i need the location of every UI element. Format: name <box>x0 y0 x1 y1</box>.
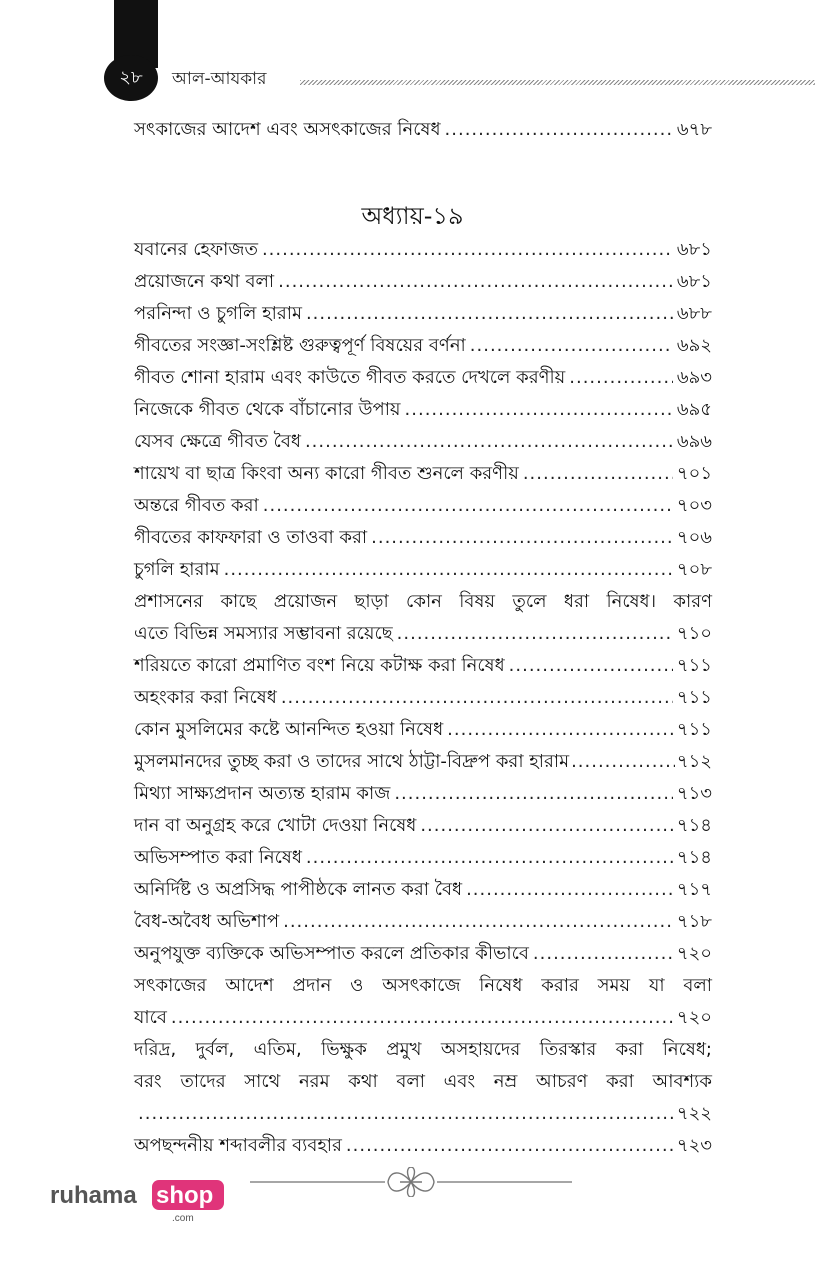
toc-title: গীবতের সংজ্ঞা-সংশ্লিষ্ট গুরুত্বপূর্ণ বিষয়ের বর্ণনা <box>134 335 466 356</box>
toc-entry-line: প্রশাসনের কাছে প্রয়োজন ছাড়া কোন বিষয় তুলে ধরা নিষেধ। কারণ <box>134 591 712 612</box>
toc-page: ৬৯২ <box>676 335 712 356</box>
toc-title: যবানের হেফাজত <box>134 239 258 260</box>
toc-entry <box>134 618 712 650</box>
toc-entry <box>134 394 712 426</box>
toc-page: ৭২০ <box>676 943 712 964</box>
logo-word-shop: shop <box>156 1182 214 1209</box>
toc-title: গীবত শোনা হারাম এবং কাউতে গীবত করতে দেখলে করণীয় <box>134 367 566 388</box>
toc-entry <box>134 234 712 266</box>
toc-page: ৭০৩ <box>676 495 712 516</box>
toc-title: অহংকার করা নিষেধ <box>134 687 277 708</box>
toc-entry <box>134 1130 712 1162</box>
toc-page: ৭১২ <box>676 751 712 772</box>
toc-entry <box>134 874 712 906</box>
toc-title: সৎকাজের আদেশ এবং অসৎকাজের নিষেধ <box>134 119 441 140</box>
toc-entry <box>134 1098 712 1130</box>
toc-title: বৈধ-অবৈধ অভিশাপ <box>134 911 280 932</box>
logo-domain: .com <box>172 1213 194 1224</box>
toc-title: অভিসম্পাত করা নিষেধ <box>134 847 302 868</box>
toc-page: ৭১৪ <box>676 815 712 836</box>
toc-page: ৭০৬ <box>676 527 712 548</box>
logo-word: ruhama <box>50 1182 137 1209</box>
toc-page: ৭১০ <box>676 623 712 644</box>
toc-entry-line: দরিদ্র, দুর্বল, এতিম, ভিক্ষুক প্রমুখ অসহায়দের তিরস্কার করা নিষেধ; <box>134 1039 712 1060</box>
toc-page: ৬৮১ <box>676 239 712 260</box>
toc-entry <box>134 842 712 874</box>
toc-page: ৭০৮ <box>676 559 712 580</box>
toc-page: ৬৮৮ <box>676 303 712 324</box>
toc-title: মুসলমানদের তুচ্ছ করা ও তাদের সাথে ঠাট্টা-বিদ্রুপ করা হারাম <box>134 751 570 772</box>
toc-entry <box>134 114 712 146</box>
toc-entry <box>134 746 712 778</box>
toc-page: ৭২২ <box>676 1103 712 1124</box>
toc-entry <box>134 682 712 714</box>
toc-page: ৬৯৫ <box>676 399 712 420</box>
toc-entry <box>134 1002 712 1034</box>
toc-title: চুগলি হারাম <box>134 559 220 580</box>
toc-title: গীবতের কাফফারা ও তাওবা করা <box>134 527 368 548</box>
toc-title: নিজেকে গীবত থেকে বাঁচানোর উপায় <box>134 399 401 420</box>
toc-page: ৭১৪ <box>676 847 712 868</box>
toc-title: পরনিন্দা ও চুগলি হারাম <box>134 303 302 324</box>
toc-title: অন্তরে গীবত করা <box>134 495 259 516</box>
toc-entry-line: বরং তাদের সাথে নরম কথা বলা এবং নম্র আচরণ করা আবশ্যক <box>134 1071 712 1092</box>
toc-entry-line: সৎকাজের আদেশ প্রদান ও অসৎকাজে নিষেধ করার সময় যা বলা <box>134 975 712 996</box>
toc-title: অনুপযুক্ত ব্যক্তিকে অভিসম্পাত করলে প্রতিকার কীভাবে <box>134 943 529 964</box>
toc-page: ৬৭৮ <box>676 119 712 140</box>
toc-page: ৭১১ <box>676 655 712 676</box>
toc-title: দান বা অনুগ্রহ করে খোটা দেওয়া নিষেধ <box>134 815 417 836</box>
toc-page: ৭১৩ <box>676 783 712 804</box>
toc-page: ৭১৮ <box>676 911 712 932</box>
toc-entry <box>134 778 712 810</box>
toc-entry <box>134 650 712 682</box>
toc-entry <box>134 810 712 842</box>
toc-title: কোন মুসলিমের কষ্টে আনন্দিত হওয়া নিষেধ <box>134 719 444 740</box>
running-title: আল-আযকার <box>172 69 267 89</box>
toc-entry <box>134 906 712 938</box>
toc-page: ৬৯৬ <box>676 431 712 452</box>
toc-entry <box>134 426 712 458</box>
toc-title: প্রয়োজনে কথা বলা <box>134 271 275 292</box>
toc-title: শরিয়তে কারো প্রমাণিত বংশ নিয়ে কটাক্ষ করা নিষেধ <box>134 655 505 676</box>
toc-page: ৭১১ <box>676 687 712 708</box>
toc-page: ৭১১ <box>676 719 712 740</box>
toc-title: অনির্দিষ্ট ও অপ্রসিদ্ধ পাপীষ্ঠকে লানত করা বৈধ <box>134 879 463 900</box>
toc-entry <box>134 490 712 522</box>
toc-entry <box>134 362 712 394</box>
toc-title: মিথ্যা সাক্ষ্যপ্রদান অত্যন্ত হারাম কাজ <box>134 783 391 804</box>
toc-title: অপছন্দনীয় শব্দাবলীর ব্যবহার <box>134 1135 342 1156</box>
toc-entry <box>134 458 712 490</box>
page-number: ২৮ <box>104 55 158 101</box>
toc-entry <box>134 554 712 586</box>
toc-title: এতে বিভিন্ন সমস্যার সম্ভাবনা রয়েছে <box>134 623 393 644</box>
flower-ornament-icon <box>250 1167 572 1197</box>
toc-page: ৬৯৩ <box>676 367 712 388</box>
toc-page: ৭২০ <box>676 1007 712 1028</box>
toc-title: যেসব ক্ষেত্রে গীবত বৈধ <box>134 431 301 452</box>
toc-page: ৬৮১ <box>676 271 712 292</box>
toc-entry <box>134 298 712 330</box>
toc-entry <box>134 522 712 554</box>
chapter-heading: অধ্যায়-১৯ <box>361 202 464 230</box>
ruhamashop-logo <box>48 1176 228 1224</box>
toc-entry <box>134 266 712 298</box>
toc-title: যাবে <box>134 1007 167 1028</box>
toc-entry <box>134 714 712 746</box>
header-rule <box>300 80 815 85</box>
toc-entry <box>134 330 712 362</box>
toc-title: শায়েখ বা ছাত্র কিংবা অন্য কারো গীবত শুনলে করণীয় <box>134 463 519 484</box>
toc-page: ৭০১ <box>676 463 712 484</box>
toc-entry <box>134 938 712 970</box>
toc-page: ৭১৭ <box>676 879 712 900</box>
toc-page: ৭২৩ <box>676 1135 712 1156</box>
